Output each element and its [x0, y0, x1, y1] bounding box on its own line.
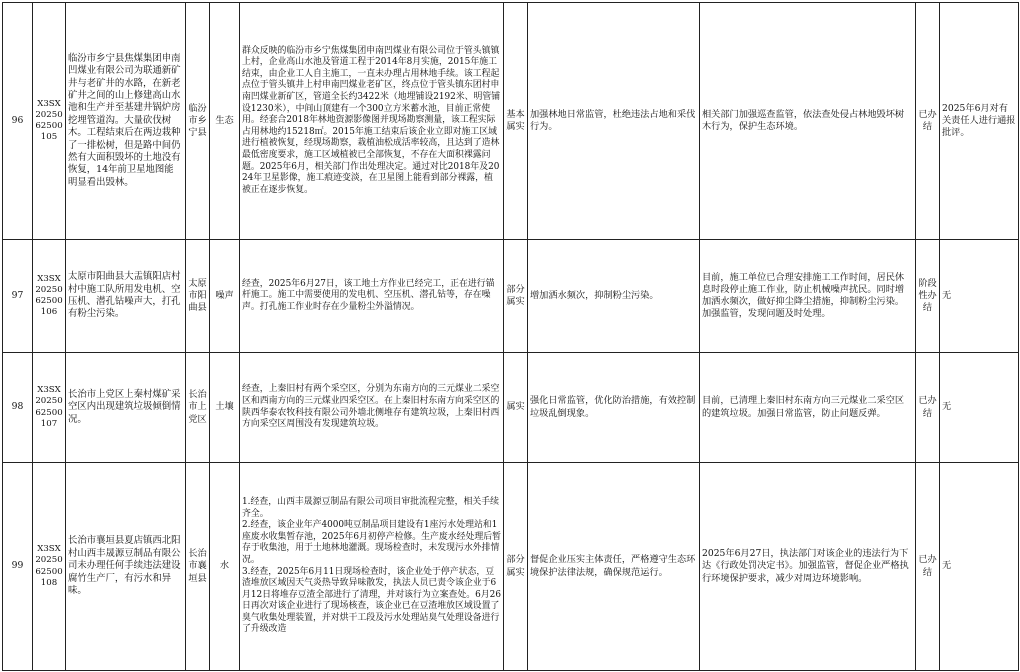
pollution-type: 噪声 [210, 240, 240, 353]
handling-result: 相关部门加强巡查监管，依法查处侵占林地毁坏树木行为，保护生态环境。 [700, 3, 916, 240]
issue-description: 长治市上党区上秦村煤矿采空区内出现建筑垃圾倾倒情况。 [66, 353, 186, 463]
investigation-details: 1.经查，山西丰晟源豆制品有限公司项目审批流程完整，相关手续齐全。 2.经查，该企业年产4000吨豆制品项目建设有1座污水处理站和1座废水收集暂存池，2025年6月初停产检修。生产废水经处理后暂存于收集池，用于土地林地灌溉。现场检查时，未发现污水外排情况。 3.经查，2025年6月11日现场检查时，该企业处于停产状态，豆渣堆放区域因天气炎热导致异味散发，执法人员已责令该企业于6月12日将堆存豆渣全部进行了清理，并对该行为立案查处。6月26日再次对该企业进行了现场核查，该企业已在豆渣堆放区域设置了臭气收集处理装置，并对烘干工段及污水处理站臭气处理设备进行了升级改造 [240, 463, 504, 671]
rectification-measures: 督促企业压实主体责任，严格遵守生态环境保护法律法规，确保规范运行。 [528, 463, 700, 671]
table-row [3, 353, 1019, 463]
rectification-measures: 强化日常监管，优化防治措施，有效控制垃圾乱倒现象。 [528, 353, 700, 463]
issue-description: 长治市襄垣县夏店镇西北阳村山西丰晟源豆制品有限公司未办理任何手续违法建设腐竹生产厂，有污水和异味。 [66, 463, 186, 671]
row-number: 96 [3, 3, 33, 240]
handling-result: 2025年6月27日，执法部门对该企业的违法行为下达《行政处罚决定书》。加强监管，督促企业严格执行环境保护要求，减少对周边环境影响。 [700, 463, 916, 671]
issue-description: 临汾市乡宁县焦煤集团申南凹煤业有限公司为联通新矿井与老矿井的水路，在新老矿井之间的山上修建高山水池和生产并至基建井锅炉房挖埋管道沟。大量砍伐树木。工程结束后在两边栽种了一排松树，但是路中间仍然有大面积毁坏的土地没有恢复，14年前卫星地图能明显看出毁林。 [66, 3, 186, 240]
case-status: 已办结 [916, 463, 940, 671]
table-row [3, 463, 1019, 671]
handling-result: 目前，施工单位已合理安排施工工作时间，居民休息时段停止施工作业，防止机械噪声扰民。同时增加洒水频次，做好抑尘降尘措施，抑制粉尘污染。加强监管，发现问题及时处理。 [700, 240, 916, 353]
case-code: X3SX2025062500107 [33, 353, 66, 463]
case-status: 已办结 [916, 353, 940, 463]
case-code: X3SX2025062500105 [33, 3, 66, 240]
accountability: 无 [940, 240, 1019, 353]
case-status: 已办结 [916, 3, 940, 240]
row-number: 97 [3, 240, 33, 353]
administrative-area: 临汾市乡宁县 [186, 3, 210, 240]
table-row [3, 3, 1019, 240]
investigation-details: 经查，2025年6月27日，该工地土方作业已经完工，正在进行锚杆施工。施工中需要使用的发电机、空压机、潜孔钻等，存在噪声。打孔施工作业时存在少量粉尘外溢情况。 [240, 240, 504, 353]
accountability: 无 [940, 463, 1019, 671]
pollution-type: 土壤 [210, 353, 240, 463]
row-number: 99 [3, 463, 33, 671]
administrative-area: 太原市阳曲县 [186, 240, 210, 353]
table-row [3, 240, 1019, 353]
verification-result: 基本属实 [504, 3, 528, 240]
administrative-area: 长治市襄垣县 [186, 463, 210, 671]
verification-result: 属实 [504, 353, 528, 463]
pollution-type: 生态 [210, 3, 240, 240]
accountability: 无 [940, 353, 1019, 463]
verification-result: 部分属实 [504, 240, 528, 353]
administrative-area: 长治市上党区 [186, 353, 210, 463]
case-code: X3SX2025062500106 [33, 240, 66, 353]
verification-result: 部分属实 [504, 463, 528, 671]
issue-description: 太原市阳曲县大盂镇阳店村村中施工队所用发电机、空压机、潜孔钻噪声大，打孔有粉尘污染。 [66, 240, 186, 353]
rectification-measures: 加强林地日常监管，杜绝违法占地和采伐行为。 [528, 3, 700, 240]
accountability: 2025年6月对有关责任人进行通报批评。 [940, 3, 1019, 240]
case-code: X3SX2025062500108 [33, 463, 66, 671]
complaint-table [2, 2, 1019, 671]
case-status: 阶段性办结 [916, 240, 940, 353]
row-number: 98 [3, 353, 33, 463]
handling-result: 目前，已清理上秦旧村东南方向三元煤业二采空区的建筑垃圾。加强日常监管，防止问题反弹。 [700, 353, 916, 463]
pollution-type: 水 [210, 463, 240, 671]
investigation-details: 经查，上秦旧村有两个采空区，分别为东南方向的三元煤业二采空区和西南方向的三元煤业四采空区。在上秦旧村东南方向采空区的陕西华泰农牧科技有限公司外墙北侧堆存有建筑垃圾，上秦旧村西方向采空区周围没有发现建筑垃圾。 [240, 353, 504, 463]
investigation-details: 群众反映的临汾市乡宁焦煤集团申南凹煤业有限公司位于管头镇镇上村，企业高山水池及管道工程于2014年8月实施，2015年施工结束，由企业工人自主施工，一直未办理占用林地手续。该工程起点位于管头镇井上村申南凹煤业老矿区，终点位于管头镇东团村申南凹煤业新矿区，管道全长约3422米（地埋铺设2192米、明管铺设1230米），中间山顶建有一个300立方米蓄水池，目前正常使用。经套合2018年林地资源影像图并现场勘察测量，该工程实际占用林地约15218㎡。2015年施工结束后该企业立即对施工区域进行植被恢复，经现场勘察，栽植油松成活率较高，且达到了造林最低密度要求，施工区域植被已全部恢复，不存在大面积裸露问题。2025年6月，相关部门作出处理决定。通过对比2018年及2024年卫星影像，施工痕迹变淡，在卫星图上能看到部分裸露，植被正在逐步恢复。 [240, 3, 504, 240]
rectification-measures: 增加洒水频次，抑制粉尘污染。 [528, 240, 700, 353]
